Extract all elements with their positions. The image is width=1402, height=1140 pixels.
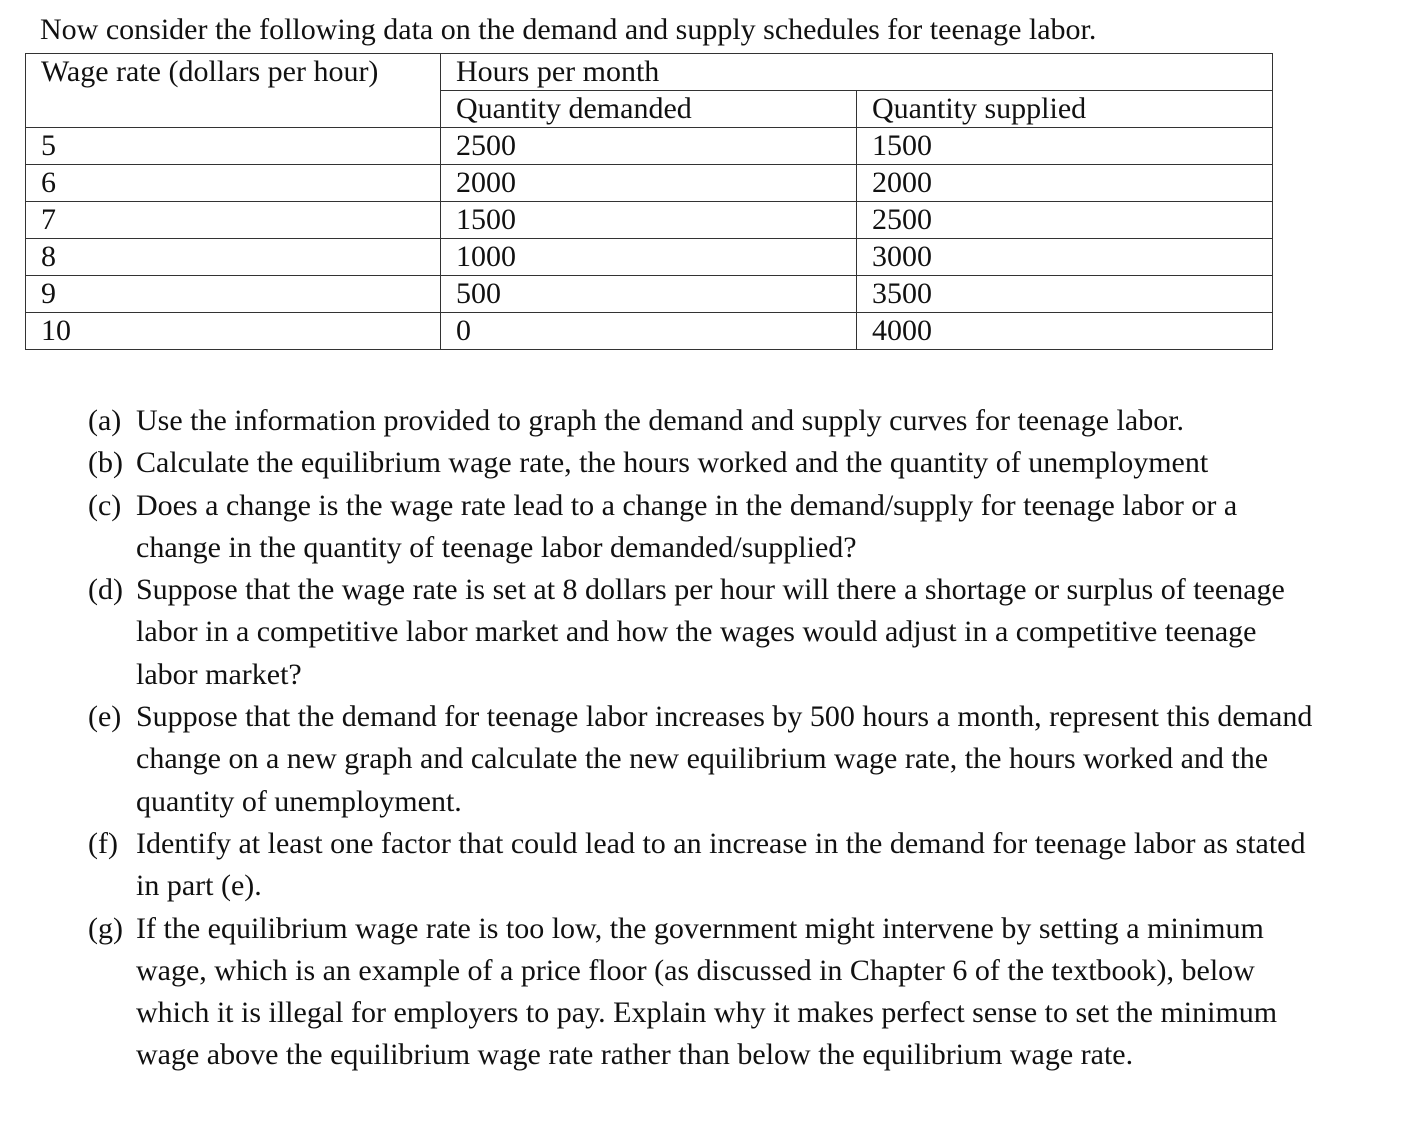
demanded-cell: 2000 [441,165,857,202]
demanded-cell: 1000 [441,239,857,276]
table-row [26,276,1273,313]
wage-cell: 9 [26,276,441,313]
supplied-cell: 3500 [857,276,1273,313]
question-text: Suppose that the wage rate is set at 8 dollars per hour will there a shortage or surplus of teenage labor in a competitive labor market and how the wages would adjust in a competitive teenage labor market? [136,573,1285,691]
demanded-cell: 1500 [441,202,857,239]
table-row [26,313,1273,350]
question-text: Does a change is the wage rate lead to a change in the demand/supply for teenage labor or a change in the quantity of teenage labor demanded/supplied? [136,488,1238,564]
question-item [88,485,1318,570]
question-item [88,908,1318,1077]
question-item [88,823,1318,908]
table-row [26,239,1273,276]
question-label: (c) [88,488,122,522]
supplied-cell: 2000 [857,165,1273,202]
question-text: Identify at least one factor that could lead to an increase in the demand for teenage labor as stated in part (e). [136,826,1306,903]
wage-cell: 10 [26,313,441,350]
question-item [88,696,1318,823]
question-text: Suppose that the demand for teenage labor increases by 500 hours a month, represent this demand change on a new graph and calculate the new equilibrium wage rate, the hours worked and the quantity of unemployment. [136,700,1313,818]
question-label: (f) [88,826,118,860]
table-row [26,128,1273,165]
question-item [88,400,1318,442]
demanded-cell: 500 [441,276,857,313]
hours-per-month-header: Hours per month [441,54,1273,91]
question-label: (b) [88,446,123,480]
wage-cell: 6 [26,165,441,202]
demanded-cell: 0 [441,313,857,350]
wage-cell: 8 [26,239,441,276]
supplied-cell: 3000 [857,239,1273,276]
wage-cell: 7 [26,202,441,239]
wage-cell: 5 [26,128,441,165]
table-row [26,202,1273,239]
supplied-cell: 2500 [857,202,1273,239]
supplied-cell: 1500 [857,128,1273,165]
demanded-cell: 2500 [441,128,857,165]
quantity-demanded-header: Quantity demanded [441,91,857,128]
quantity-supplied-header: Quantity supplied [857,91,1273,128]
question-label: (d) [88,573,123,607]
question-text: Calculate the equilibrium wage rate, the hours worked and the quantity of unemployment [136,446,1209,480]
supplied-cell: 4000 [857,313,1273,350]
question-text: If the equilibrium wage rate is too low, the government might intervene by setting a minimum wage, which is an example of a price floor (as discussed in Chapter 6 of the textbook), below which it is illegal for employers to pay. Explain why it makes perfect sense to set the minimum wage above the equilibrium wage rate rather than below the equilibrium wage rate. [136,911,1278,1072]
question-item [88,569,1318,696]
question-label: (e) [88,700,122,734]
question-label: (g) [88,911,123,945]
intro-text: Now consider the following data on the demand and supply schedules for teenage labor. [40,13,1097,46]
question-text: Use the information provided to graph the demand and supply curves for teenage labor. [136,404,1185,437]
table-header-row [26,54,1273,91]
question-label: (a) [88,404,122,437]
question-item [88,442,1318,484]
wage-rate-header: Wage rate (dollars per hour) [26,54,441,128]
table-row [26,165,1273,202]
schedule-table [25,53,1273,350]
question-list [88,400,1318,1077]
